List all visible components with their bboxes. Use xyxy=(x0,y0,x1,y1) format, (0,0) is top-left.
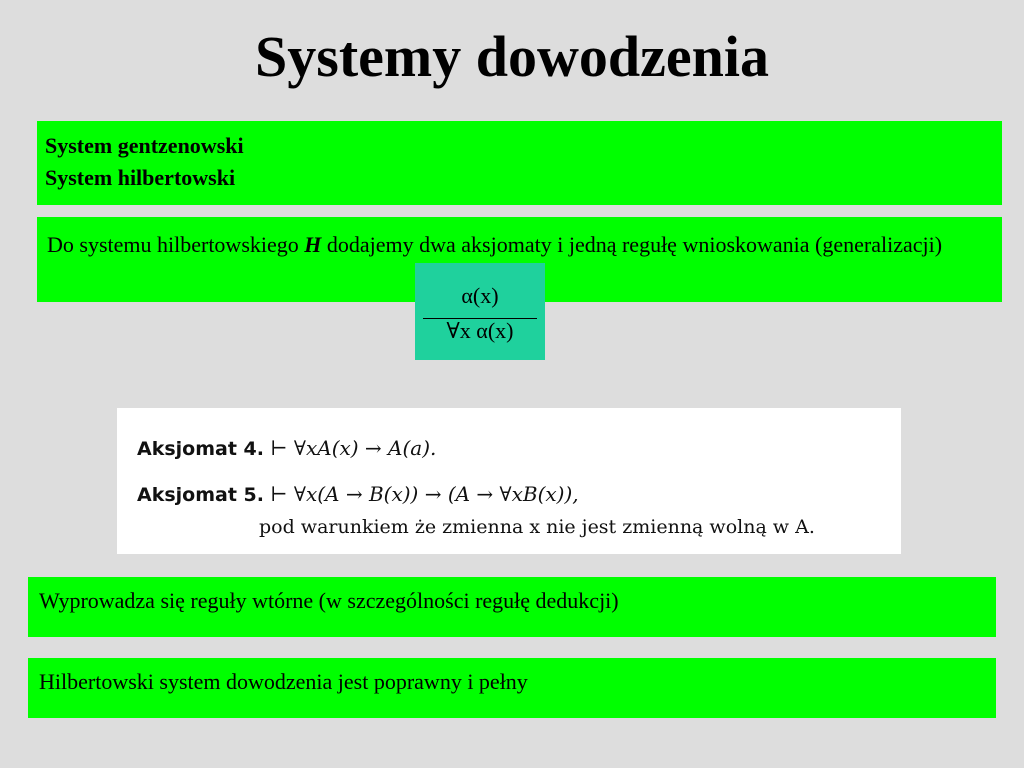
derived-rules-box xyxy=(28,577,996,637)
systems-box xyxy=(37,121,1002,205)
axioms-image xyxy=(117,408,901,554)
rule-numerator: α(x) xyxy=(461,283,499,308)
page-title: Systemy dowodzenia xyxy=(255,24,769,89)
derived-rules-text: Wyprowadza się reguły wtórne (w szczególności regułę dedukcji) xyxy=(39,588,619,613)
axiom-4-label: Aksjomat 4. xyxy=(137,438,264,460)
axiom-5-formula: ⊢ ∀x(A → B(x)) → (A → ∀xB(x)), xyxy=(270,482,579,506)
soundness-text: Hilbertowski system dowodzenia jest poprawny i pełny xyxy=(39,669,528,694)
axiom-5-label: Aksjomat 5. xyxy=(137,484,264,506)
system-gentzen: System gentzenowski xyxy=(45,133,244,158)
rule-denominator: ∀x α(x) xyxy=(446,318,514,343)
intro-text-before: Do systemu hilbertowskiego xyxy=(47,232,305,257)
axiom-5-condition: pod warunkiem że zmienna x nie jest zmienną wolną w A. xyxy=(259,516,815,538)
axiom-5 xyxy=(137,482,579,506)
intro-text-after: dodajemy dwa aksjomaty i jedną regułę wnioskowania (generalizacji) xyxy=(321,232,943,257)
axiom-4 xyxy=(137,436,436,460)
system-hilbert: System hilbertowski xyxy=(45,165,236,190)
intro-highlight: H xyxy=(304,232,322,257)
generalization-rule xyxy=(415,263,545,360)
axiom-4-formula: ⊢ ∀xA(x) → A(a). xyxy=(270,436,437,460)
soundness-box xyxy=(28,658,996,718)
